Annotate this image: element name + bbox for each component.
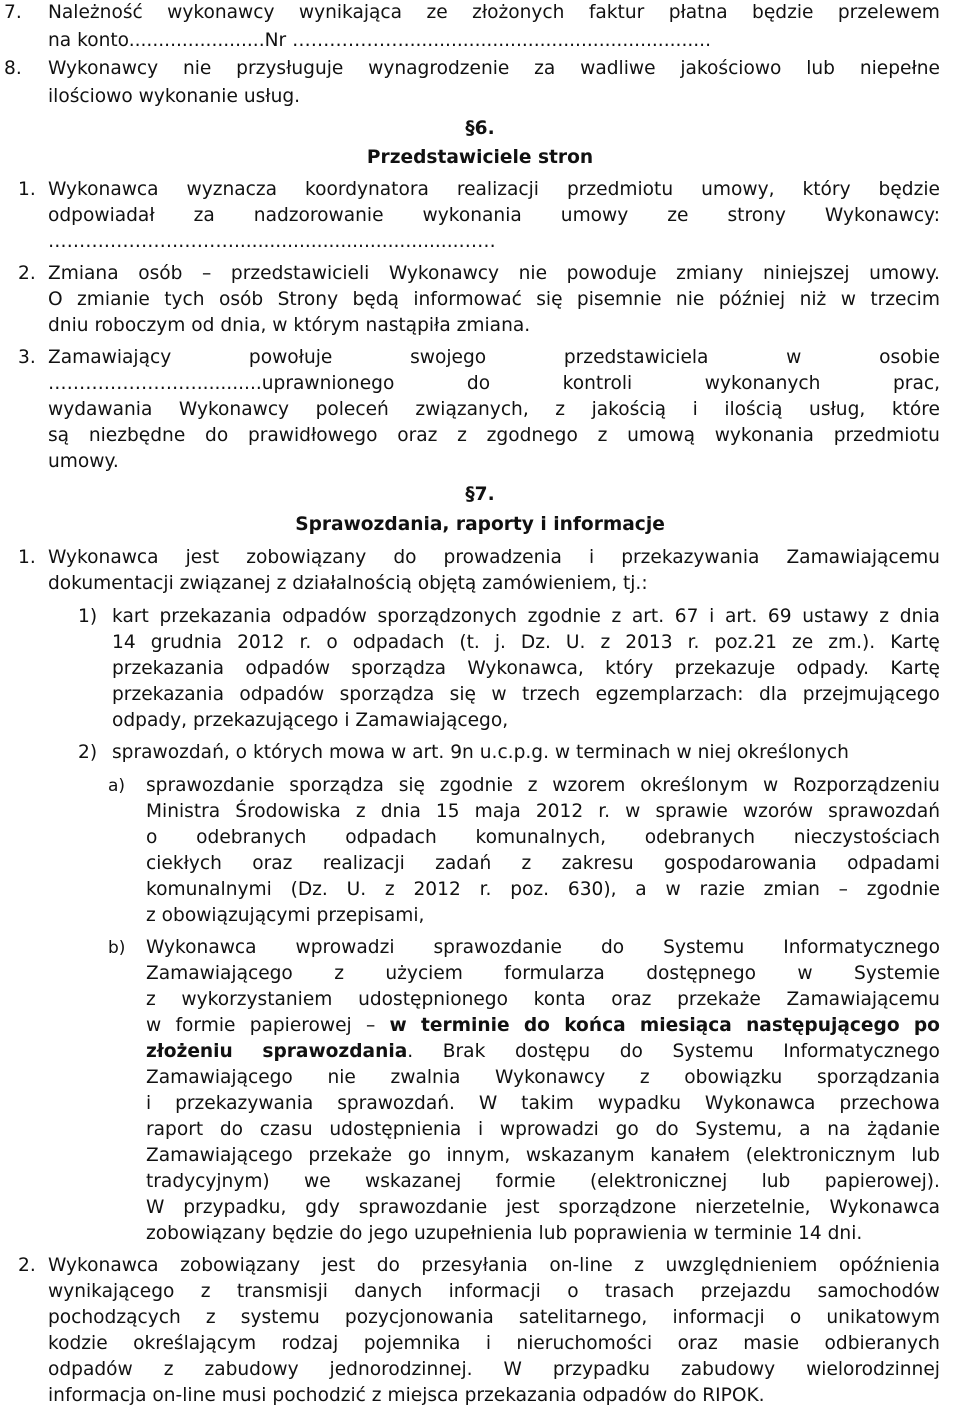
s6-p2-number: 2. bbox=[18, 263, 36, 284]
s7-b-line: i przekazywania sprawozdań. W takim wypadku Wykonawca przechowa bbox=[146, 1093, 940, 1114]
s7-p1-line: dokumentacji związanej z działalnością objętą zamówieniem, tj.: bbox=[48, 573, 648, 594]
s6-p1-line: Wykonawca wyznacza koordynatora realizacji przedmiotu umowy, który będzie bbox=[48, 179, 940, 200]
s6-p3-line: Zamawiający powołuje swojego przedstawiciela w osobie bbox=[48, 347, 940, 368]
s7-a-line: ciekłych oraz realizacji zadań z zakresu gospodarowania odpadami bbox=[146, 853, 940, 874]
s7-b-line-mixed: w formie papierowej – w terminie do końca miesiąca następującego po bbox=[146, 1015, 940, 1036]
s7-sub2-number: 2) bbox=[78, 742, 98, 763]
s7-sub2-line: sprawozdań, o których mowa w art. 9n u.c.p.g. w terminach w niej określonych bbox=[112, 742, 849, 763]
s7-sub1-line: 14 grudnia 2012 r. o odpadach (t. j. Dz. U. z 2013 r. poz.21 ze zm.). Kartę bbox=[112, 632, 940, 653]
s7-p1-number: 1. bbox=[18, 547, 36, 568]
s7-p2-line: Wykonawca zobowiązany jest do przesyłania on-line z uwzględnieniem opóźnienia bbox=[48, 1255, 940, 1276]
s6-p1-line: odpowiadał za nadzorowanie wykonania umowy ze strony Wykonawcy: bbox=[48, 205, 940, 226]
s6-p2-line: Zmiana osób – przedstawicieli Wykonawcy nie powoduje zmiany niniejszej umowy. bbox=[48, 263, 940, 284]
s7-b-line: Zamawiającego z użyciem formularza dostępnego w Systemie bbox=[146, 963, 940, 984]
s7-a-line: sprawozdanie sporządza się zgodnie z wzorem określonym w Rozporządzeniu bbox=[146, 775, 940, 796]
s7-a-line: o odebranych odpadach komunalnych, odebranych nieczystościach bbox=[146, 827, 940, 848]
s7-p2-number: 2. bbox=[18, 1255, 36, 1276]
s7-b-line: Zamawiającego przekaże go innym, wskazanym kanałem (elektronicznym lub bbox=[146, 1145, 940, 1166]
s7-sub1-number: 1) bbox=[78, 606, 98, 627]
s7-p2-line: pochodzących z systemu pozycjonowania satelitarnego, informacji o unikatowym bbox=[48, 1307, 940, 1328]
s7-p1-line: Wykonawca jest zobowiązany do prowadzenia i przekazywania Zamawiającemu bbox=[48, 547, 940, 568]
s7-p2-line: odpadów z zabudowy jednorodzinnej. W przypadku zabudowy wielorodzinnej bbox=[48, 1359, 940, 1380]
section-7-number: §7. bbox=[465, 484, 495, 505]
section-7-title: Sprawozdania, raporty i informacje bbox=[295, 514, 665, 535]
s6-p3-line: ……………………...........uprawnionego do kontroli wykonanych prac, bbox=[48, 373, 940, 394]
s7-b-line: raport do czasu udostępnienia i wprowadzi go do Systemu, a na żądanie bbox=[146, 1119, 940, 1140]
s7-p2-line: kodzie określającym rodzaj pojemnika i nieruchomości oraz masie odbieranych bbox=[48, 1333, 940, 1354]
item-8-line: ilościowo wykonanie usług. bbox=[48, 86, 301, 107]
s7-b-number: b) bbox=[108, 938, 126, 958]
item-7-line: Należność wykonawcy wynikająca ze złożonych faktur płatna będzie przelewem bbox=[48, 2, 940, 23]
s6-p2-line: O zmianie tych osób Strony będą informować się pisemnie nie później niż w trzecim bbox=[48, 289, 940, 310]
s7-b-line: z wykorzystaniem udostępnionego konta oraz przekaże Zamawiającemu bbox=[146, 989, 940, 1010]
s7-b-line-mixed: złożeniu sprawozdania. Brak dostępu do Systemu Informatycznego bbox=[146, 1041, 940, 1062]
item-8-line: Wykonawcy nie przysługuje wynagrodzenie za wadliwe jakościowo lub niepełne bbox=[48, 58, 940, 79]
s6-p1-number: 1. bbox=[18, 179, 36, 200]
s7-b-line: W przypadku, gdy sprawozdanie jest sporządzone nierzetelnie, Wykonawca bbox=[146, 1197, 940, 1218]
s7-a-line: Ministra Środowiska z dnia 15 maja 2012 r. w sprawie wzorów sprawozdań bbox=[146, 801, 940, 822]
s6-p3-line: umowy. bbox=[48, 451, 119, 472]
s7-a-line: komunalnymi (Dz. U. z 2012 r. poz. 630), a w razie zmian – zgodnie bbox=[146, 879, 940, 900]
s6-p1-line: …………………………......................................…… bbox=[48, 231, 496, 252]
s7-sub1-line: przekazania odpadów sporządza się w trzech egzemplarzach: dla przejmującego bbox=[112, 684, 940, 705]
s7-a-number: a) bbox=[108, 776, 126, 796]
s7-b-line: zobowiązany będzie do jego uzupełnienia lub poprawienia w terminie 14 dni. bbox=[146, 1223, 863, 1244]
s6-p2-line: dniu roboczym od dnia, w którym nastąpiła zmiana. bbox=[48, 315, 531, 336]
s7-p2-line: wynikającego z transmisji danych informacji o trasach przejazdu samochodów bbox=[48, 1281, 940, 1302]
s7-sub1-line: odpady, przekazującego i Zamawiającego, bbox=[112, 710, 509, 731]
s7-sub1-line: przekazania odpadów sporządza Wykonawca, który przekazuje odpady. Kartę bbox=[112, 658, 940, 679]
s7-b-line: tradycyjnym) we wskazanej formie (elektronicznej lub papierowej). bbox=[146, 1171, 940, 1192]
s6-p3-line: są niezbędne do prawidłowego oraz z zgodnego z umową wykonania przedmiotu bbox=[48, 425, 940, 446]
item-8-number: 8. bbox=[4, 58, 22, 79]
item-7-line: na konto.......................Nr ……………….................................................... bbox=[48, 30, 712, 51]
s7-sub1-line: kart przekazania odpadów sporządzonych zgodnie z art. 67 i art. 69 ustawy z dnia bbox=[112, 606, 940, 627]
section-6-number: §6. bbox=[465, 118, 495, 139]
s7-b-line: Zamawiającego nie zwalnia Wykonawcy z obowiązku sporządzania bbox=[146, 1067, 940, 1088]
s7-a-line: z obowiązującymi przepisami, bbox=[146, 905, 425, 926]
section-6-title: Przedstawiciele stron bbox=[366, 147, 594, 168]
s6-p3-number: 3. bbox=[18, 347, 36, 368]
item-7-number: 7. bbox=[4, 2, 22, 23]
s6-p3-line: wydawania Wykonawcy poleceń związanych, z jakością i ilością usług, które bbox=[48, 399, 940, 420]
s7-b-line: Wykonawca wprowadzi sprawozdanie do Systemu Informatycznego bbox=[146, 937, 940, 958]
s7-p2-line: informacja on-line musi pochodzić z miejsca przekazania odpadów do RIPOK. bbox=[48, 1385, 765, 1406]
